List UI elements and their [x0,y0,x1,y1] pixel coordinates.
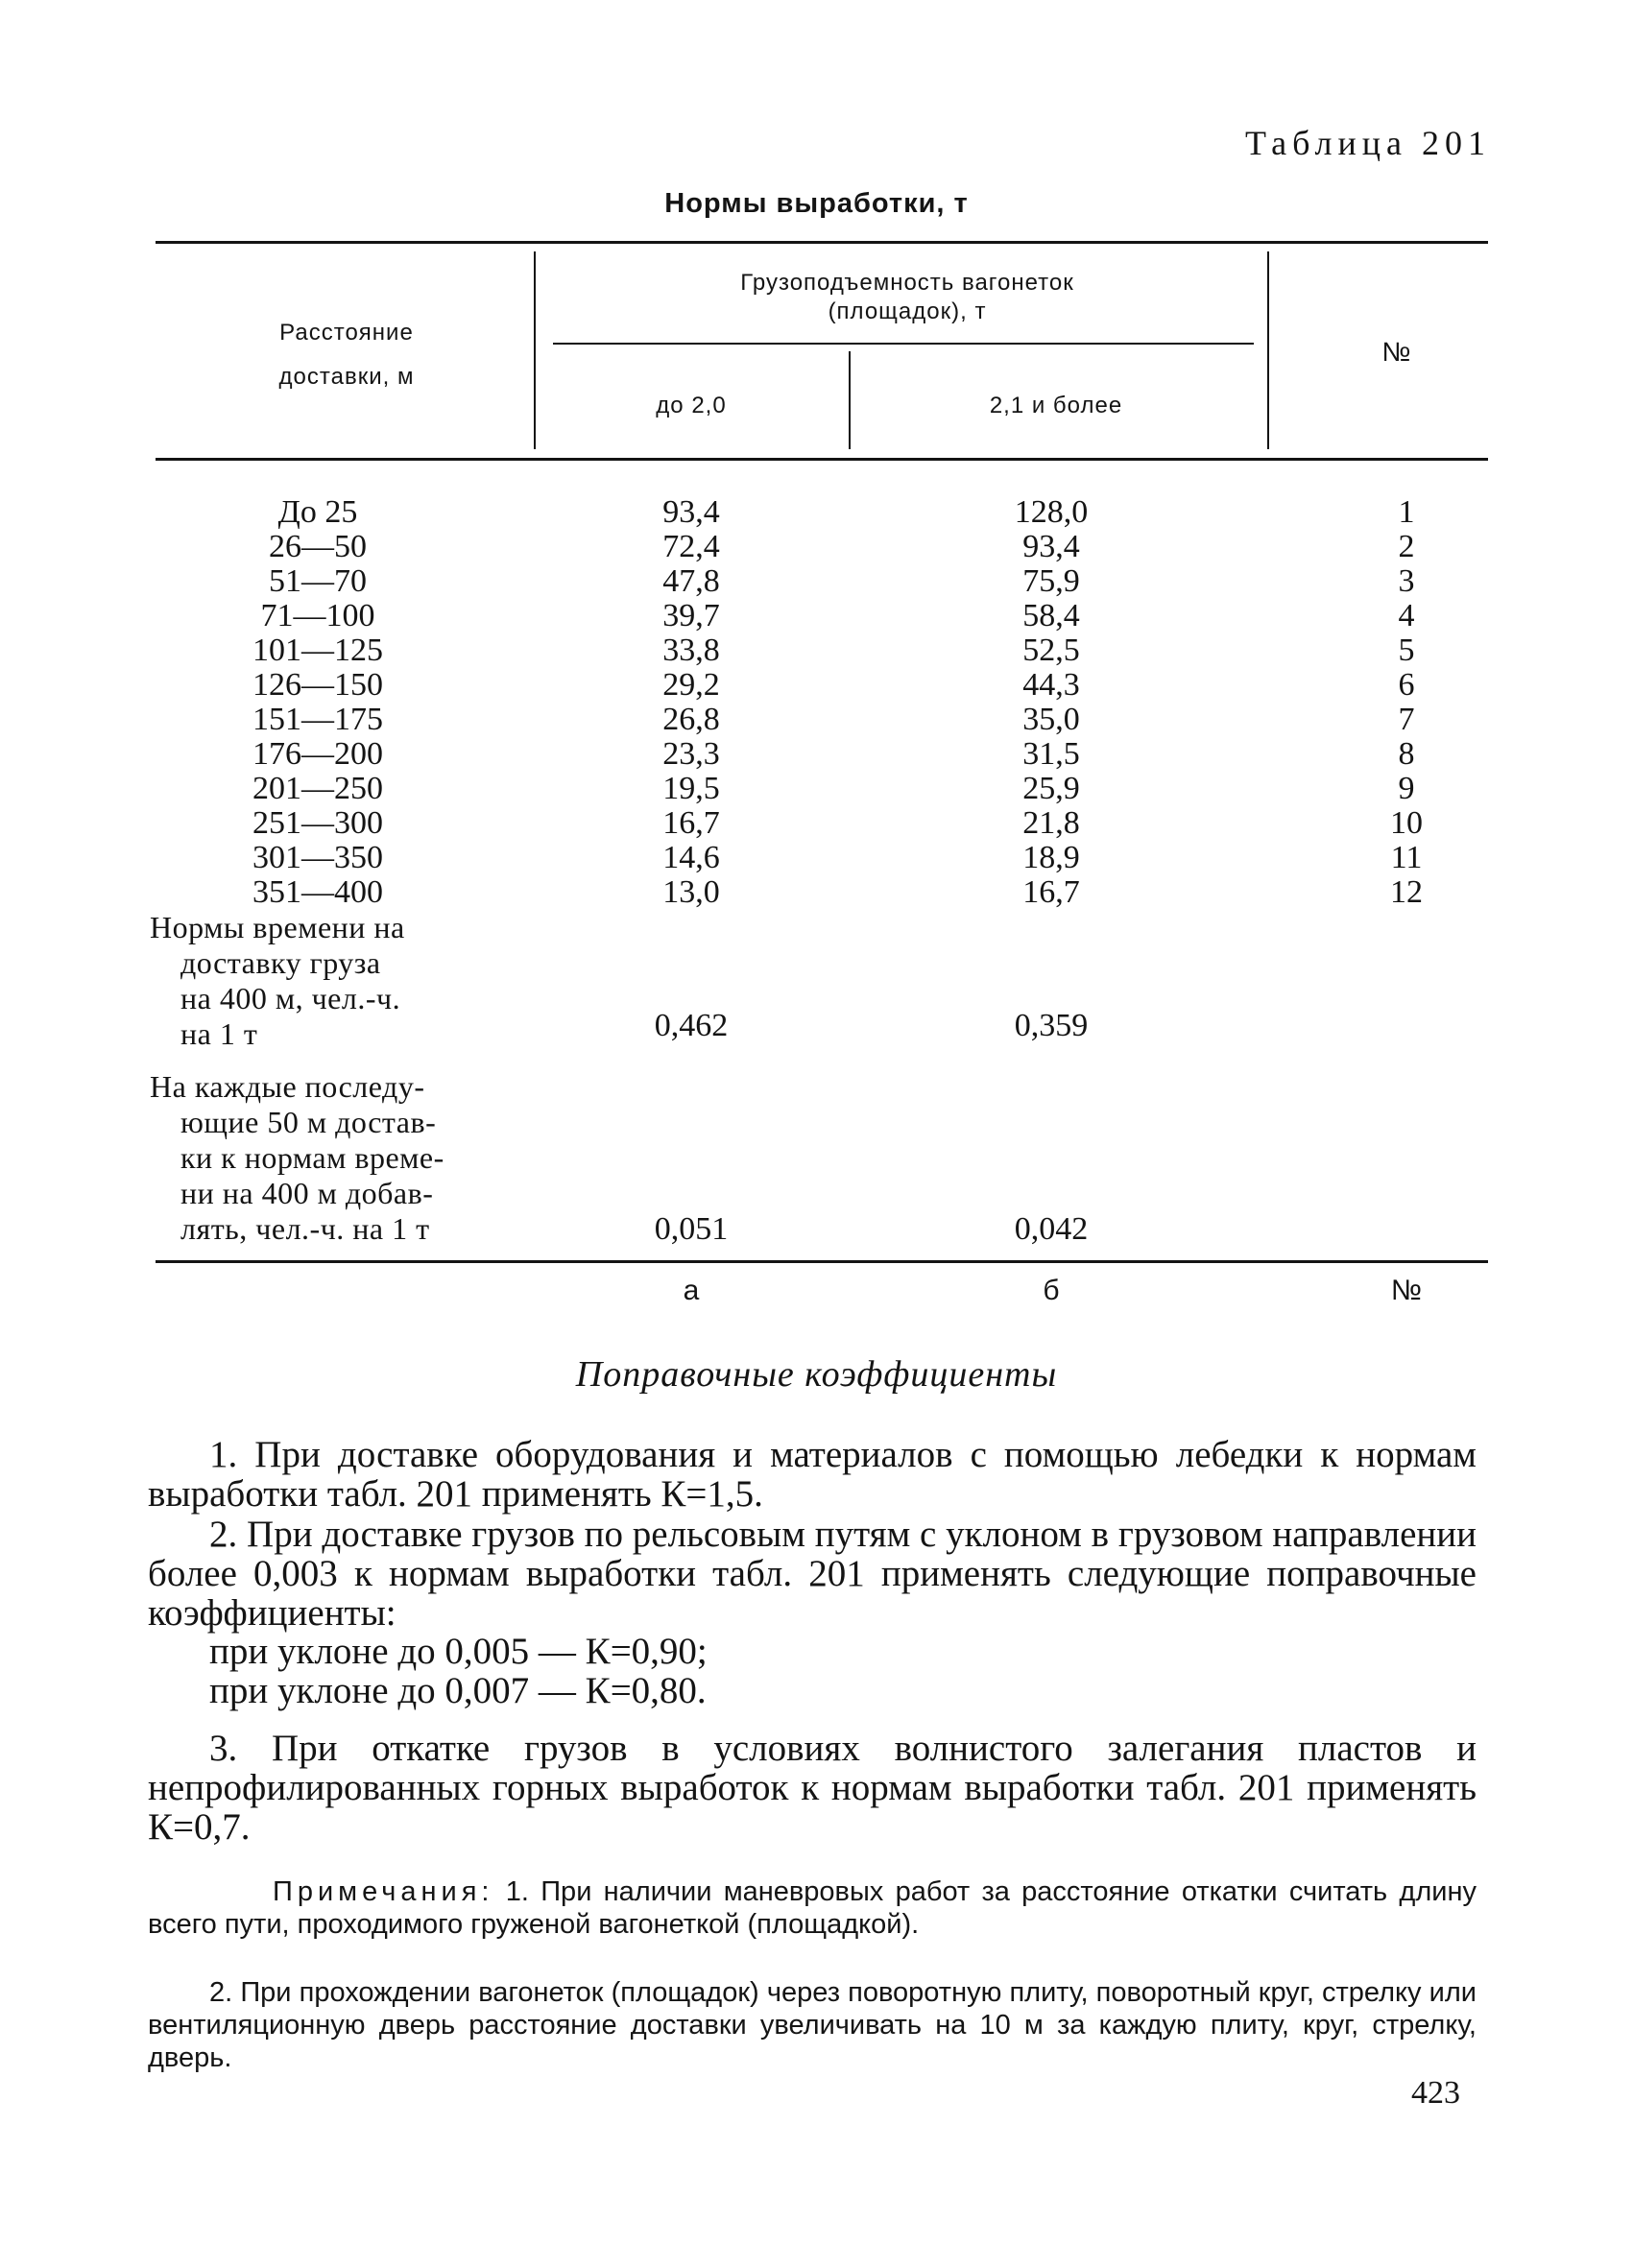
row-number: 3 [1398,563,1415,599]
row-value-b: 16,7 [1022,874,1080,910]
row-distance: 26—50 [269,529,367,564]
header-col-num: № [1381,337,1412,367]
header-capacity-rule [553,343,1254,345]
note-1 [148,1875,1477,1941]
header-distance-line: доставки, м [278,364,415,390]
paragraph-1: 1. При доставке оборудования и материалов с помощью лебедки к нормам выработки табл. 201 применять К=1,5. [148,1434,1477,1515]
header-distance [188,311,505,399]
row-value-a: 16,7 [662,805,720,841]
table-title: Нормы выработки, т [664,188,969,219]
row-value-a: 29,2 [662,667,720,703]
header-col-a: до 2,0 [656,393,727,418]
row-value-a: 13,0 [662,874,720,910]
note-1-text: 1. При наличии маневровых работ за расстояние откатки считать длину всего пути, проходимого груженой вагонеткой (площадкой). [148,1876,1477,1940]
row-distance: 101—125 [252,633,383,668]
row-distance: 251—300 [252,805,383,841]
header-bottom-rule [156,458,1488,461]
header-vline-middle [849,351,851,449]
time-norm-value-b: 0,359 [1014,1008,1089,1043]
table-bottom-rule [156,1260,1488,1263]
row-number: 6 [1398,667,1415,703]
header-capacity [576,269,1238,326]
row-number: 9 [1398,771,1415,806]
paragraph-2-line-2: при уклоне до 0,007 — К=0,80. [209,1670,707,1711]
header-capacity-line: (площадок), т [828,298,987,324]
time-norm-label-line: на 400 м, чел.-ч. [180,981,401,1015]
row-value-b: 93,4 [1022,529,1080,564]
extra-norm-label-line: лять, чел.-ч. на 1 т [180,1211,430,1246]
row-value-b: 25,9 [1022,771,1080,806]
row-distance: 201—250 [252,771,383,806]
row-value-a: 72,4 [662,529,720,564]
note-2: 2. При прохождении вагонеток (площадок) через поворотную плиту, поворотный круг, стрелку или вентиляционную дверь расстояние доставки увеличивать на 10 м за каждую плиту, круг, стрелку, дверь. [148,1977,1477,2073]
row-value-a: 14,6 [662,840,720,875]
row-value-b: 18,9 [1022,840,1080,875]
row-number: 5 [1398,633,1415,668]
header-col-b: 2,1 и более [989,393,1123,418]
extra-norm-label-line: ющие 50 м достав- [180,1105,437,1139]
row-value-b: 128,0 [1014,494,1089,530]
page-number: 423 [1411,2075,1460,2111]
extra-norm-label-line: ни на 400 м добав- [180,1176,434,1210]
row-value-a: 39,7 [662,598,720,633]
header-vline-right [1267,251,1269,449]
row-distance: 151—175 [252,702,383,737]
row-distance: До 25 [277,494,358,530]
time-norm-label-line: Нормы времени на [150,910,405,944]
row-number: 12 [1390,874,1423,910]
row-value-a: 33,8 [662,633,720,668]
row-number: 11 [1390,840,1423,875]
footer-col-b: б [1043,1275,1060,1306]
row-distance: 71—100 [260,598,375,633]
row-distance: 351—400 [252,874,383,910]
row-value-a: 19,5 [662,771,720,806]
notes-label: Примечания: [273,1876,494,1907]
footer-col-a: а [683,1275,700,1306]
row-value-b: 44,3 [1022,667,1080,703]
time-norm-label-line: доставку груза [180,945,381,980]
extra-norm-value-b: 0,042 [1014,1211,1089,1247]
table-caption: Таблица 201 [1245,124,1491,162]
row-value-a: 47,8 [662,563,720,599]
row-number: 8 [1398,736,1415,772]
row-distance: 126—150 [252,667,383,703]
header-capacity-line: Грузоподъемность вагонеток [740,270,1074,296]
row-value-a: 26,8 [662,702,720,737]
row-number: 7 [1398,702,1415,737]
extra-norm-value-a: 0,051 [654,1211,729,1247]
row-number: 2 [1398,529,1415,564]
row-value-a: 93,4 [662,494,720,530]
row-value-b: 58,4 [1022,598,1080,633]
row-distance: 51—70 [269,563,367,599]
row-number: 10 [1390,805,1423,841]
row-value-b: 35,0 [1022,702,1080,737]
paragraph-3: 3. При откатке грузов в условиях волнистого залегания пластов и непрофилированных горных выработок к нормам выработки табл. 201 применять К=0,7. [148,1728,1477,1848]
footer-col-num: № [1390,1275,1423,1306]
section-title: Поправочные коэффициенты [575,1354,1058,1395]
header-distance-line: Расстояние [279,320,414,346]
paragraph-2: 2. При доставке грузов по рельсовым путям с уклоном в грузовом направлении более 0,003 к нормам выработки табл. 201 применять следующие поправочные коэффициенты: [148,1514,1477,1634]
time-norm-label [150,910,405,1052]
row-number: 1 [1398,494,1415,530]
time-norm-label-line: на 1 т [180,1016,258,1051]
row-distance: 176—200 [252,736,383,772]
extra-norm-label [150,1069,444,1247]
extra-norm-label-line: ки к нормам време- [180,1140,444,1175]
row-value-b: 21,8 [1022,805,1080,841]
row-value-b: 75,9 [1022,563,1080,599]
table-top-rule [156,241,1488,244]
row-value-b: 31,5 [1022,736,1080,772]
paragraph-2-line-1: при уклоне до 0,005 — К=0,90; [209,1631,708,1672]
time-norm-value-a: 0,462 [654,1008,729,1043]
row-value-b: 52,5 [1022,633,1080,668]
row-number: 4 [1398,598,1415,633]
row-distance: 301—350 [252,840,383,875]
header-vline-left [534,251,536,449]
extra-norm-label-line: На каждые последу- [150,1069,425,1104]
row-value-a: 23,3 [662,736,720,772]
